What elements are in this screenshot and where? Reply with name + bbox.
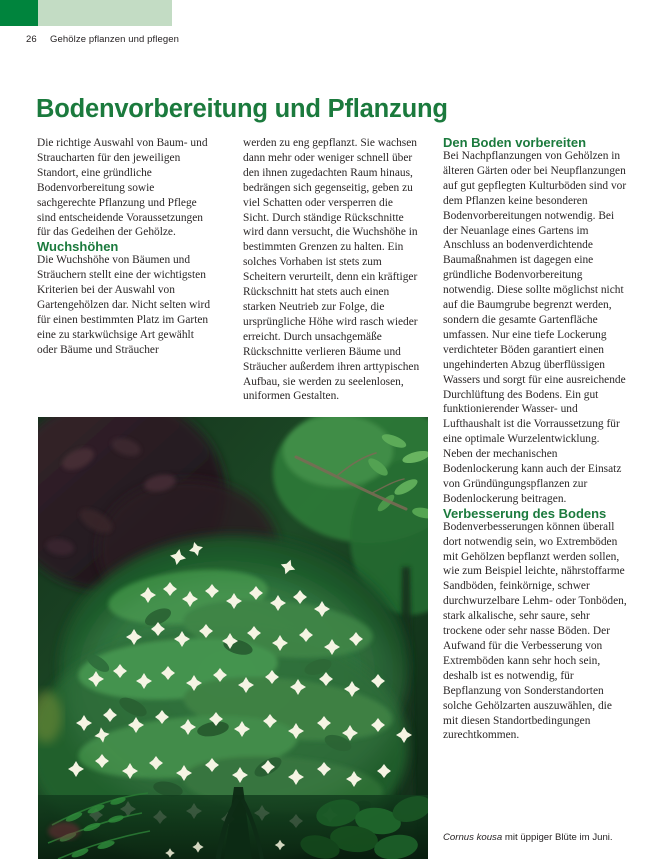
text-column-2 (243, 136, 421, 404)
header-bar-dark-green (0, 0, 38, 26)
photo-cornus-kousa (38, 417, 428, 859)
page-title: Bodenvorbereitung und Pflanzung (36, 95, 448, 124)
page-number: 26 (26, 34, 37, 45)
col3-paragraph-1: Bei Nachpflanzungen von Gehölzen in älteren Gärten oder bei Neupflanzungen auf gut gepflegten Kulturböden sind vor dem Pflanzen keine besonderen Bodenvorbereitungen notwendig. Bei der Neuanlage eines Gartens im Anschluss an bodenverdichtende Baumaßnahmen ist dagegen eine gründliche Bodenvorbereitung notwendig. Diese sollte möglichst nicht auf die Baumgrube begrenzt werden, sondern die gesamte Gartenfläche umfassen. Nur eine tiefe Lockerung verdichteter Böden garantiert einen ungehinderten Abzug überflüssigen Wassers und sorgt für eine ausreichende Durchlüftung des Bodens. Ein gut funktionierender Wasser- und Lufthaushalt ist die Vorraussetzung für eine optimale Wurzelentwicklung. Neben der mechanischen Bodenlockerung kann auch der Einsatz von Gründüngungspflanzen zur Bodenlockerung beitragen. (443, 150, 627, 505)
text-column-1 (37, 136, 215, 358)
col1-paragraph-1: Die Wuchshöhe von Bäumen und Sträuchern stellt eine der wichtigsten Kriterien bei der Auswahl von Gartengehölzen dar. Nicht selten wird für einen bestimmten Platz im Garten eine zu starkwüchsige Art gewählt oder Bäume und Sträucher (37, 254, 211, 356)
subheading-verbesserung-des-bodens: Verbesserung des Bodens (443, 505, 607, 521)
photo-caption (443, 832, 643, 844)
subheading-den-boden-vorbereiten: Den Boden vorbereiten (443, 135, 587, 150)
header-decoration-bars (0, 0, 664, 26)
caption-scientific-name: Cornus kousa (443, 832, 503, 843)
caption-text: mit üppiger Blüte im Juni. (502, 832, 613, 843)
running-head-label: Gehölze pflanzen und pflegen (50, 34, 180, 45)
col3-paragraph-2: Bodenverbesserungen können überall dort notwendig sein, wo Extremböden mit Gehölzen bepflanzt werden sollen, wie zum Beispiel leichte, nährstoffarme Sandböden, feinkörnige, schwer durchwurzelbare Lehm- oder Tonböden, stark alkalische, sehr saure, sehr trockene oder sehr nasse Böden. Der Aufwand für die Verbesserung von Extremböden kann sehr hoch sein, deshalb ist es notwendig, für Bepflanzung von Sonderstandorten solche Gehölzarten auszuwählen, die mit diesen Standortbedingungen zurechtkommen. (443, 520, 627, 742)
subheading-wuchshoehen: Wuchshöhen (37, 239, 119, 255)
running-head (26, 34, 179, 45)
intro-paragraph: Die richtige Auswahl von Baum- und Straucharten für den jeweiligen Standort, eine gründliche Bodenvorbereitung sowie sachgerechte Pflanzung und Pflege sind entscheidende Voraussetzungen für das Gedeihen der Gehölze. (37, 137, 208, 239)
text-column-3 (443, 136, 629, 743)
col2-paragraph-1: werden zu eng gepflanzt. Sie wachsen dann mehr oder weniger schnell über den ihnen zugedachten Raum hinaus, bedrängen sich gegenseitig, geben zu viel Schatten oder versperren die Sicht. Durch ständige Rückschnitte wird dann versucht, die Wuchshöhe in bestimmten Grenzen zu halten. Ein solches Vorhaben ist stets zum Scheitern verurteilt, denn ein kräftiger Rückschnitt hat stets auch einen starken Neutrieb zur Folge, die ursprüngliche Höhe wird rasch wieder erreicht. Durch unsachgemäße Rückschnitte verlieren Bäume und Sträucher außerdem ihren arttypischen Aufbau, sie werden zu seelenlosen, uniformen Gestalten. (243, 137, 420, 403)
header-bar-light-green (38, 0, 172, 26)
